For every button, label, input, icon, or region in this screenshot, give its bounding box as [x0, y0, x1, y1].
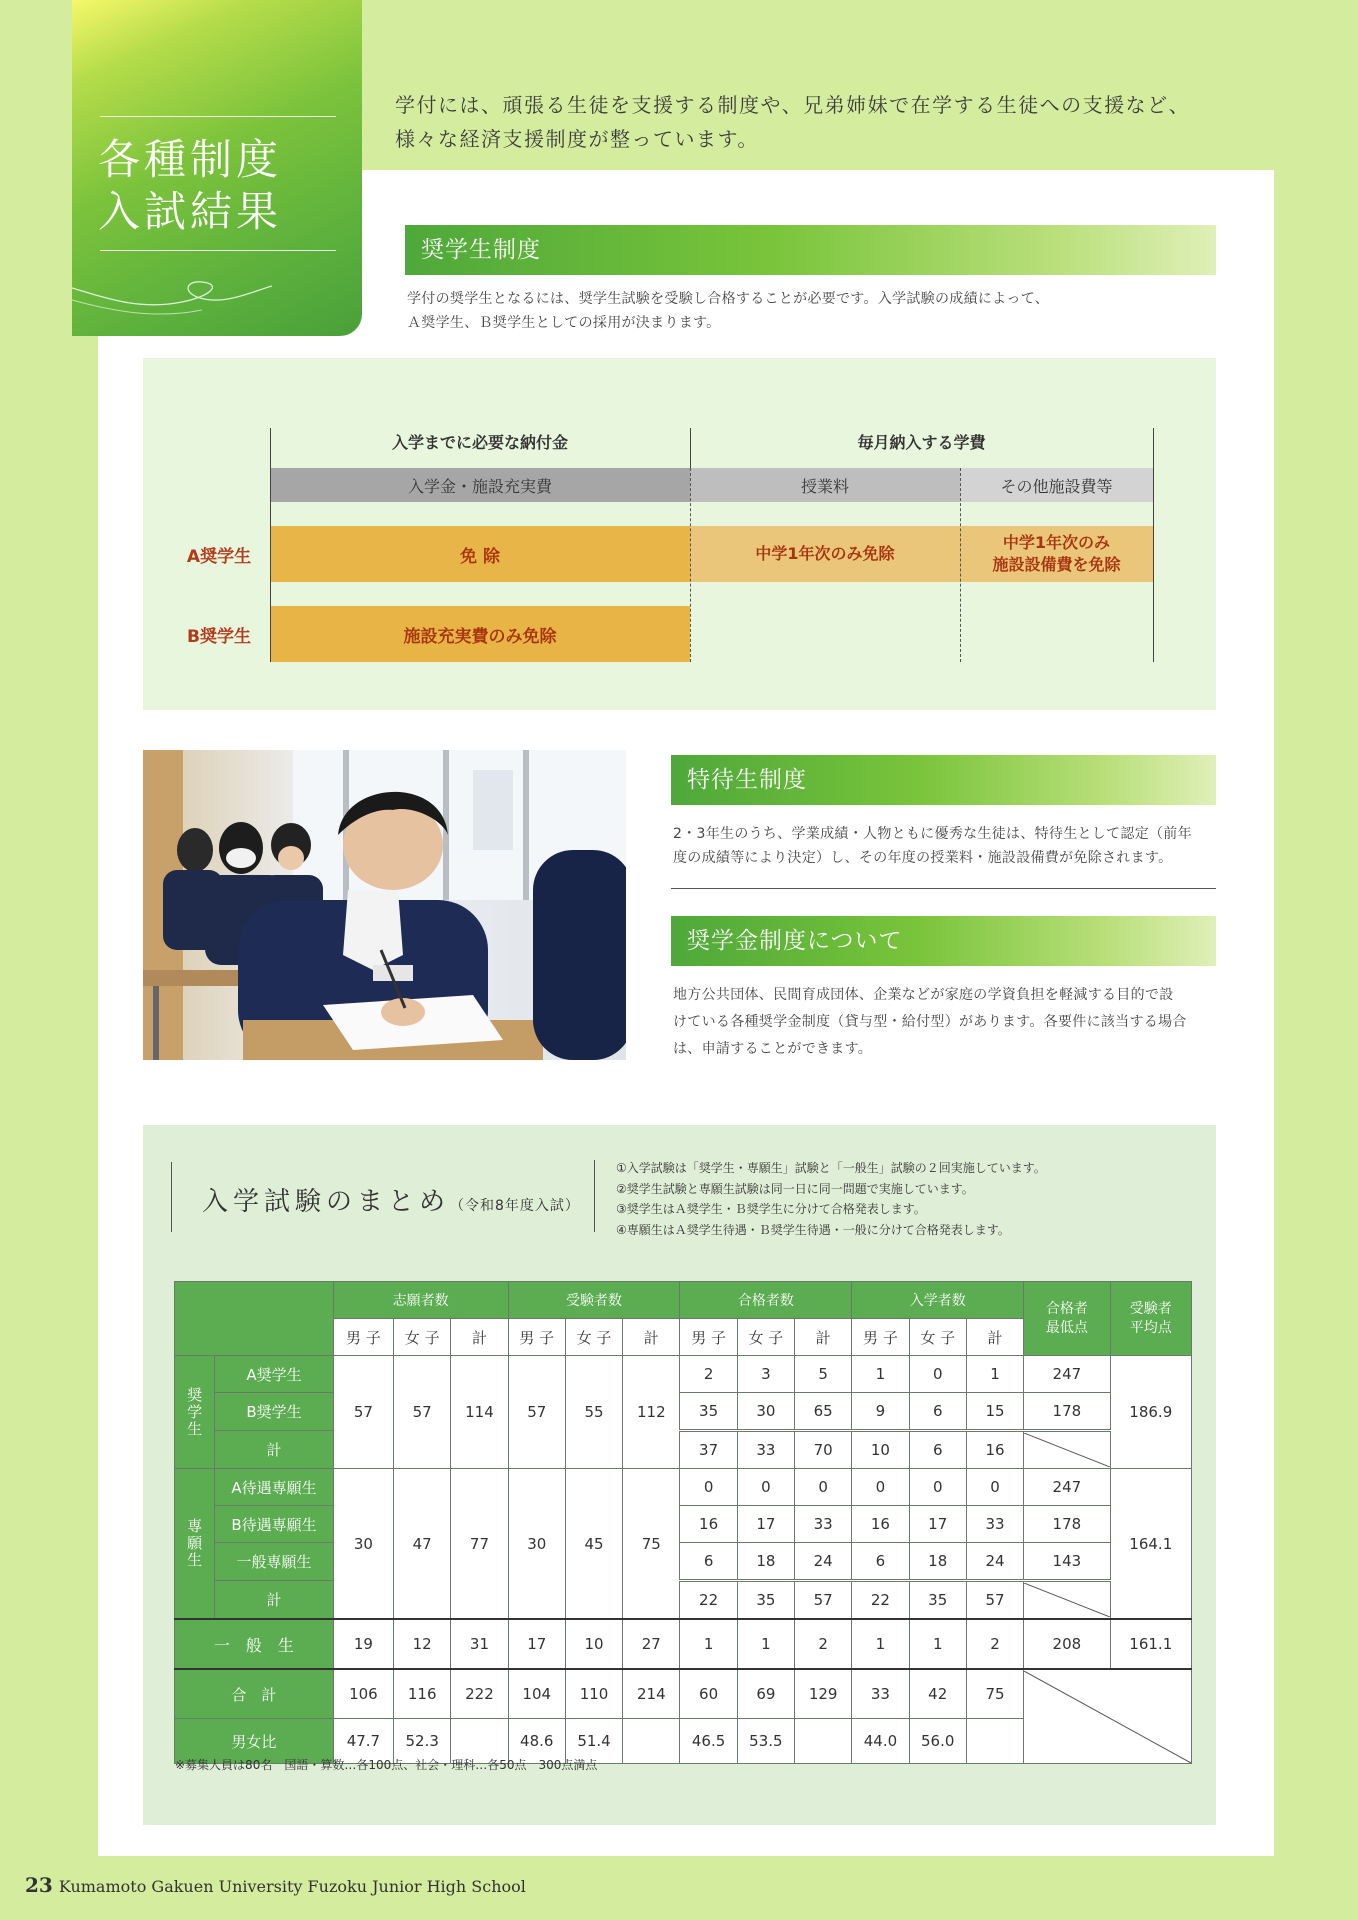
table-row	[175, 1431, 1192, 1469]
row-label-general: 一 般 生	[175, 1619, 334, 1669]
table-cell: 33	[795, 1506, 852, 1543]
diagonal-slash-icon	[1024, 1433, 1110, 1467]
row-label-a-sengan: A待遇専願生	[215, 1469, 334, 1506]
shogakukin-text-3: は、申請することができます。	[673, 1041, 873, 1057]
table-cell: 0	[852, 1469, 909, 1506]
table-cell: 222	[451, 1669, 508, 1719]
table-cell	[623, 1719, 680, 1764]
empty-diagonal-cell	[1024, 1431, 1110, 1469]
diagram-b-facility-exempt: 施設充実費のみ免除	[270, 606, 690, 662]
page-number: 23	[25, 1873, 53, 1897]
table-cell: 0	[966, 1469, 1023, 1506]
table-cell: 33	[737, 1431, 794, 1469]
results-note-2: ②奨学生試験と専願生試験は同一日に同一問題で実施しています。	[616, 1181, 974, 1196]
table-cell: 0	[795, 1469, 852, 1506]
table-cell: 18	[737, 1543, 794, 1581]
table-cell: 30	[508, 1469, 565, 1620]
scholarship-heading: 奨学生制度	[421, 237, 541, 263]
empty-diagonal-cell	[1024, 1669, 1192, 1764]
table-cell: 24	[966, 1543, 1023, 1581]
table-cell: 112	[623, 1356, 680, 1469]
table-cell: 6	[909, 1431, 966, 1469]
intro-line-1: 学付には、頑張る生徒を支援する制度や、兄弟姉妹で在学する生徒への支援など、	[395, 93, 1191, 117]
table-cell: 27	[623, 1619, 680, 1669]
diagram-a-facility-line-2: 施設設備費を免除	[992, 555, 1121, 574]
diagram-dash-right	[960, 468, 961, 662]
table-cell: 178	[1024, 1393, 1110, 1431]
table-corner	[175, 1282, 334, 1356]
section-divider	[671, 888, 1216, 889]
table-cell: 161.1	[1110, 1619, 1191, 1669]
table-cell: 6	[909, 1393, 966, 1431]
table-cell: 0	[737, 1469, 794, 1506]
table-cell: 48.6	[508, 1719, 565, 1764]
results-title-rule-left	[171, 1162, 172, 1232]
table-cell: 1	[966, 1356, 1023, 1393]
header-min-score-line-2: 最低点	[1045, 1319, 1088, 1336]
shogakukin-heading-bar	[671, 916, 1216, 966]
row-label-general-sengan: 一般専願生	[215, 1543, 334, 1581]
results-note-4: ④専願生はＡ奨学生待遇・Ｂ奨学生待遇・一般に分けて合格発表します。	[616, 1222, 1010, 1237]
row-label-gender-ratio: 男女比	[175, 1719, 334, 1764]
table-cell: 51.4	[565, 1719, 622, 1764]
table-cell: 24	[795, 1543, 852, 1581]
subheader-female: 女 子	[909, 1319, 966, 1356]
table-row	[175, 1469, 1192, 1506]
table-cell: 22	[680, 1581, 737, 1620]
table-cell: 35	[737, 1581, 794, 1620]
row-label-scholarship-total: 計	[215, 1431, 334, 1469]
table-cell: 57	[333, 1356, 393, 1469]
diagram-a-exempt: 免 除	[270, 526, 690, 582]
table-cell: 33	[966, 1506, 1023, 1543]
table-cell: 69	[737, 1669, 794, 1719]
table-row	[175, 1619, 1192, 1669]
shogakukin-text-2: けている各種奨学金制度（貸与型・給付型）があります。各要件に該当する場合	[673, 1014, 1187, 1030]
header-avg-score-line-2: 平均点	[1129, 1319, 1172, 1336]
subheader-total: 計	[795, 1319, 852, 1356]
table-cell	[795, 1719, 852, 1764]
group-scholarship: 奨学生	[175, 1356, 215, 1469]
table-cell: 60	[680, 1669, 737, 1719]
diagram-row-a-label: A奨学生	[186, 546, 252, 567]
table-cell: 164.1	[1110, 1469, 1191, 1620]
table-cell: 35	[909, 1581, 966, 1620]
tokutai-text-1: 2・3年生のうち、学業成績・人物ともに優秀な生徒は、特待生として認定（前年	[673, 826, 1192, 842]
intro-line-2: 様々な経済支援制度が整っています。	[395, 127, 759, 151]
table-cell	[966, 1719, 1023, 1764]
header-min-score-line-1: 合格者	[1045, 1300, 1088, 1317]
table-cell: 30	[333, 1469, 393, 1620]
header-avg-score-line-1: 受験者	[1129, 1300, 1172, 1317]
table-cell: 247	[1024, 1356, 1110, 1393]
tokutai-text-2: 度の成績等により決定）し、その年度の授業料・施設設備費が免除されます。	[673, 850, 1173, 866]
table-cell: 214	[623, 1669, 680, 1719]
diagonal-slash-icon	[1024, 1583, 1110, 1617]
diagram-row-b-label: B奨学生	[187, 626, 251, 647]
header-applicants: 志願者数	[333, 1282, 508, 1319]
table-row	[175, 1393, 1192, 1431]
scholarship-text-2: Ａ奨学生、Ｂ奨学生としての採用が決まります。	[407, 315, 721, 331]
subheader-male: 男 子	[852, 1319, 909, 1356]
table-cell: 46.5	[680, 1719, 737, 1764]
subheader-female: 女 子	[565, 1319, 622, 1356]
table-cell: 57	[966, 1581, 1023, 1620]
diagram-header-monthly: 毎月納入する学費	[857, 432, 986, 452]
diagonal-slash-icon	[1024, 1671, 1191, 1763]
table-cell: 56.0	[909, 1719, 966, 1764]
table-cell: 75	[966, 1669, 1023, 1719]
shogakukin-text-1: 地方公共団体、民間育成団体、企業などが家庭の学資負担を軽減する目的で設	[673, 987, 1174, 1003]
header-enrolled: 入学者数	[852, 1282, 1024, 1319]
table-cell: 10	[565, 1619, 622, 1669]
table-row	[175, 1356, 1192, 1393]
diagram-line-right	[1153, 428, 1154, 662]
table-cell: 16	[852, 1506, 909, 1543]
row-label-sengan-total: 計	[215, 1581, 334, 1620]
results-footnote: ※募集人員は80名 国語・算数…各100点、社会・理科…各50点 300点満点	[175, 1758, 598, 1772]
shogakukin-heading: 奨学金制度について	[687, 928, 903, 954]
diagram-a-facility-line-1: 中学1年次のみ	[1002, 533, 1111, 552]
table-cell: 42	[909, 1669, 966, 1719]
table-cell: 0	[909, 1469, 966, 1506]
group-sengan: 専願生	[175, 1469, 215, 1620]
table-cell: 2	[966, 1619, 1023, 1669]
subheader-male: 男 子	[508, 1319, 565, 1356]
diagram-sub-other-fees: その他施設費等	[960, 468, 1153, 502]
table-cell: 53.5	[737, 1719, 794, 1764]
results-note-1: ①入学試験は「奨学生・専願生」試験と「一般生」試験の２回実施しています。	[616, 1161, 1046, 1175]
results-title-text: 入学試験のまとめ	[202, 1187, 451, 1217]
table-cell: 186.9	[1110, 1356, 1191, 1469]
row-label-grand-total: 合 計	[175, 1669, 334, 1719]
table-cell: 17	[909, 1506, 966, 1543]
table-cell: 143	[1024, 1543, 1110, 1581]
table-cell: 47	[394, 1469, 451, 1620]
table-cell: 70	[795, 1431, 852, 1469]
students-taking-exam-image-icon	[143, 750, 626, 1060]
school-name: Kumamoto Gakuen University Fuzoku Junior High School	[58, 1877, 526, 1896]
table-cell: 2	[680, 1356, 737, 1393]
subheader-male: 男 子	[333, 1319, 393, 1356]
table-cell: 57	[508, 1356, 565, 1469]
header-passed: 合格者数	[680, 1282, 852, 1319]
row-label-b-scholarship: B奨学生	[215, 1393, 334, 1431]
diagram-line-mid	[690, 428, 691, 468]
table-cell: 75	[623, 1469, 680, 1620]
table-cell: 0	[909, 1356, 966, 1393]
empty-diagonal-cell	[1024, 1581, 1110, 1620]
table-cell: 247	[1024, 1469, 1110, 1506]
scholarship-text	[407, 287, 1227, 335]
subheader-male: 男 子	[680, 1319, 737, 1356]
tokutai-heading-bar	[671, 755, 1216, 805]
table-cell: 0	[680, 1469, 737, 1506]
table-cell: 45	[565, 1469, 622, 1620]
table-cell: 52.3	[394, 1719, 451, 1764]
diagram-sub-entrance-fee: 入学金・施設充実費	[270, 468, 690, 502]
section-title-tab	[72, 0, 362, 336]
table-cell: 57	[394, 1356, 451, 1469]
table-cell: 16	[966, 1431, 1023, 1469]
results-title-sub: （令和8年度入試）	[450, 1198, 580, 1214]
table-cell: 1	[737, 1619, 794, 1669]
diagram-dash-mid	[690, 468, 691, 662]
table-cell: 129	[795, 1669, 852, 1719]
intro-text	[395, 88, 1295, 156]
diagram-a-tuition-text: 中学1年次のみ免除	[755, 544, 895, 563]
scholarship-text-1: 学付の奨学生となるには、奨学生試験を受験し合格することが必要です。入学試験の成績によって、	[407, 291, 1050, 307]
table-cell: 114	[451, 1356, 508, 1469]
scholarship-diagram	[143, 358, 1216, 710]
title-line-2: 入試結果	[98, 187, 283, 236]
subheader-total: 計	[966, 1319, 1023, 1356]
table-cell: 33	[852, 1669, 909, 1719]
table-cell: 17	[508, 1619, 565, 1669]
swirl-ornament-icon	[72, 270, 272, 330]
table-cell: 1	[680, 1619, 737, 1669]
table-cell: 30	[737, 1393, 794, 1431]
table-cell: 47.7	[333, 1719, 393, 1764]
results-title	[202, 1181, 580, 1218]
page-footer	[25, 1873, 526, 1897]
diagram-a-tuition	[690, 526, 960, 582]
table-cell: 110	[565, 1669, 622, 1719]
table-cell: 65	[795, 1393, 852, 1431]
table-cell: 106	[333, 1669, 393, 1719]
table-cell: 55	[565, 1356, 622, 1469]
table-cell: 1	[909, 1619, 966, 1669]
table-row	[175, 1543, 1192, 1581]
table-cell: 116	[394, 1669, 451, 1719]
table-cell: 17	[737, 1506, 794, 1543]
subheader-total: 計	[451, 1319, 508, 1356]
subheader-total: 計	[623, 1319, 680, 1356]
table-cell: 10	[852, 1431, 909, 1469]
table-cell: 208	[1024, 1619, 1110, 1669]
table-cell: 6	[680, 1543, 737, 1581]
table-cell: 6	[852, 1543, 909, 1581]
table-cell: 104	[508, 1669, 565, 1719]
header-examinees: 受験者数	[508, 1282, 680, 1319]
table-cell: 178	[1024, 1506, 1110, 1543]
subheader-female: 女 子	[394, 1319, 451, 1356]
diagram-header-payment: 入学までに必要な納付金	[391, 432, 568, 452]
header-min-score	[1024, 1282, 1110, 1356]
table-cell: 1	[852, 1356, 909, 1393]
header-avg-score	[1110, 1282, 1191, 1356]
table-cell: 5	[795, 1356, 852, 1393]
table-cell: 77	[451, 1469, 508, 1620]
results-title-rule-right	[594, 1160, 595, 1232]
table-cell: 16	[680, 1506, 737, 1543]
table-cell: 9	[852, 1393, 909, 1431]
table-cell: 1	[852, 1619, 909, 1669]
table-cell: 37	[680, 1431, 737, 1469]
table-cell: 12	[394, 1619, 451, 1669]
table-cell: 19	[333, 1619, 393, 1669]
table-row	[175, 1581, 1192, 1620]
subheader-female: 女 子	[737, 1319, 794, 1356]
table-cell: 18	[909, 1543, 966, 1581]
title-rule-bottom	[100, 250, 336, 251]
title-line-1: 各種制度	[98, 135, 283, 184]
diagram-sub-tuition: 授業料	[690, 468, 960, 502]
tokutai-heading: 特待生制度	[687, 767, 807, 793]
title-rule-top	[100, 116, 336, 117]
classroom-photo	[143, 750, 626, 1060]
table-cell: 3	[737, 1356, 794, 1393]
results-table	[174, 1281, 1192, 1764]
table-cell: 31	[451, 1619, 508, 1669]
results-notes	[616, 1158, 1176, 1240]
table-row	[175, 1669, 1192, 1719]
table-cell: 35	[680, 1393, 737, 1431]
shogakukin-text	[673, 982, 1218, 1063]
row-label-b-sengan: B待遇専願生	[215, 1506, 334, 1543]
scholarship-heading-bar	[405, 225, 1216, 275]
table-cell: 2	[795, 1619, 852, 1669]
diagram-a-facility	[960, 526, 1153, 582]
results-note-3: ③奨学生はＡ奨学生・Ｂ奨学生に分けて合格発表します。	[616, 1202, 926, 1216]
table-cell: 44.0	[852, 1719, 909, 1764]
diagram-line-left	[270, 428, 271, 662]
table-row	[175, 1506, 1192, 1543]
tokutai-text	[673, 822, 1218, 870]
row-label-a-scholarship: A奨学生	[215, 1356, 334, 1393]
table-cell: 57	[795, 1581, 852, 1620]
table-cell: 15	[966, 1393, 1023, 1431]
table-cell: 22	[852, 1581, 909, 1620]
